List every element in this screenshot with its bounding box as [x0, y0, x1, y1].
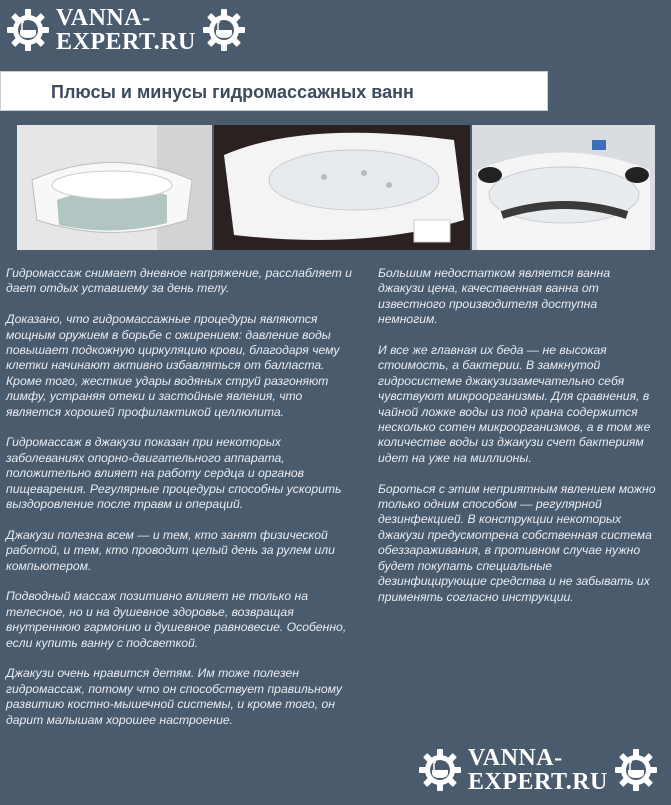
paragraph: Гидромассаж снимает дневное напряжение, расслабляет и дает отдых уставшему за день телу.: [6, 266, 352, 296]
photo-corner-jacuzzi-handrail: [472, 125, 655, 250]
brand-line2: EXPERT.RU: [56, 29, 196, 55]
brand-logo-top[interactable]: [6, 6, 246, 54]
paragraph: Джакузи полезна всем — и тем, кто занят физической работой, и тем, кто проводит целый день за рулем или компьютером.: [6, 527, 335, 573]
gear-bathtub-icon: [202, 8, 246, 52]
page-title: Плюсы и минусы гидромассажных ванн: [51, 82, 414, 102]
brand-line1: VANNA-: [56, 5, 151, 31]
brand-line1: VANNA-: [468, 745, 563, 771]
right-text-column: [378, 266, 656, 620]
paragraph: Доказано, что гидромассажные процедуры являются мощным оружием в борьбе с ожирением: давление воды повышает подкожную циркуляцию крови, благодаря чему клетки начинают активно избавляться от балласта. Кроме того, жесткие удары водяных струй разгоняют лимфу, устраняя отеки и застойные явления, что является хорошей профилактикой целлюлита.: [6, 312, 340, 419]
gear-bathtub-icon: [614, 748, 658, 792]
gear-bathtub-icon: [6, 8, 50, 52]
paragraph: Подводный массаж позитивно влияет не только на телесное, но и на душевное здоровье, возвращая внутреннюю гармонию и душевное равновесие. Особенно, если купить ванну с подсветкой.: [6, 589, 347, 650]
photo-corner-jacuzzi-white: [214, 125, 470, 250]
photo-corner-jacuzzi-glass: [17, 125, 212, 250]
paragraph: И все же главная их беда — не высокая стоимость, а бактерии. В замкнутой гидросистеме джакузизамечательно себя чувствуют микроорганизмы. Для сравнения, в чайной ложке воды из под крана содержится несколько сотен микроорганизмов, а в том же количестве воды из джакузи счет бактериям идет на уже на миллионы.: [378, 343, 651, 465]
paragraph: Гидромассаж в джакузи показан при некоторых заболеваниях опорно-двигательного аппарата, положительно влияет на работу сердца и органов пищеварения. Регулярные процедуры способны ускорить выздоровление после травм и операций.: [6, 435, 342, 512]
brand-line2: EXPERT.RU: [468, 769, 608, 795]
photo-strip: [17, 125, 655, 250]
gear-bathtub-icon: [418, 748, 462, 792]
paragraph: Большим недостатком является ванна джакузи цена, качественная ванна от известного производителя доступна немногим.: [378, 266, 611, 327]
brand-logo-bottom[interactable]: [418, 746, 658, 794]
paragraph: Джакузи очень нравится детям. Им тоже полезен гидромассаж, потому что он способствует правильному развитию костно-мышечной системы, и кроме того, он дарит малышам хорошее настроение.: [6, 666, 342, 727]
brand-name: [468, 746, 608, 794]
paragraph: Бороться с этим неприятным явлением можно только одним способом — регулярной дезинфекцией. В конструкции некоторых джакузи предусмотрена собственная система обеззараживания, в противном случае нужно будет покупать специальные дезинфицирующие средства и не забывать их применять согласно инструкции.: [378, 481, 656, 604]
brand-name: [56, 6, 196, 54]
left-text-column: [6, 266, 358, 744]
title-bar: [0, 71, 548, 111]
